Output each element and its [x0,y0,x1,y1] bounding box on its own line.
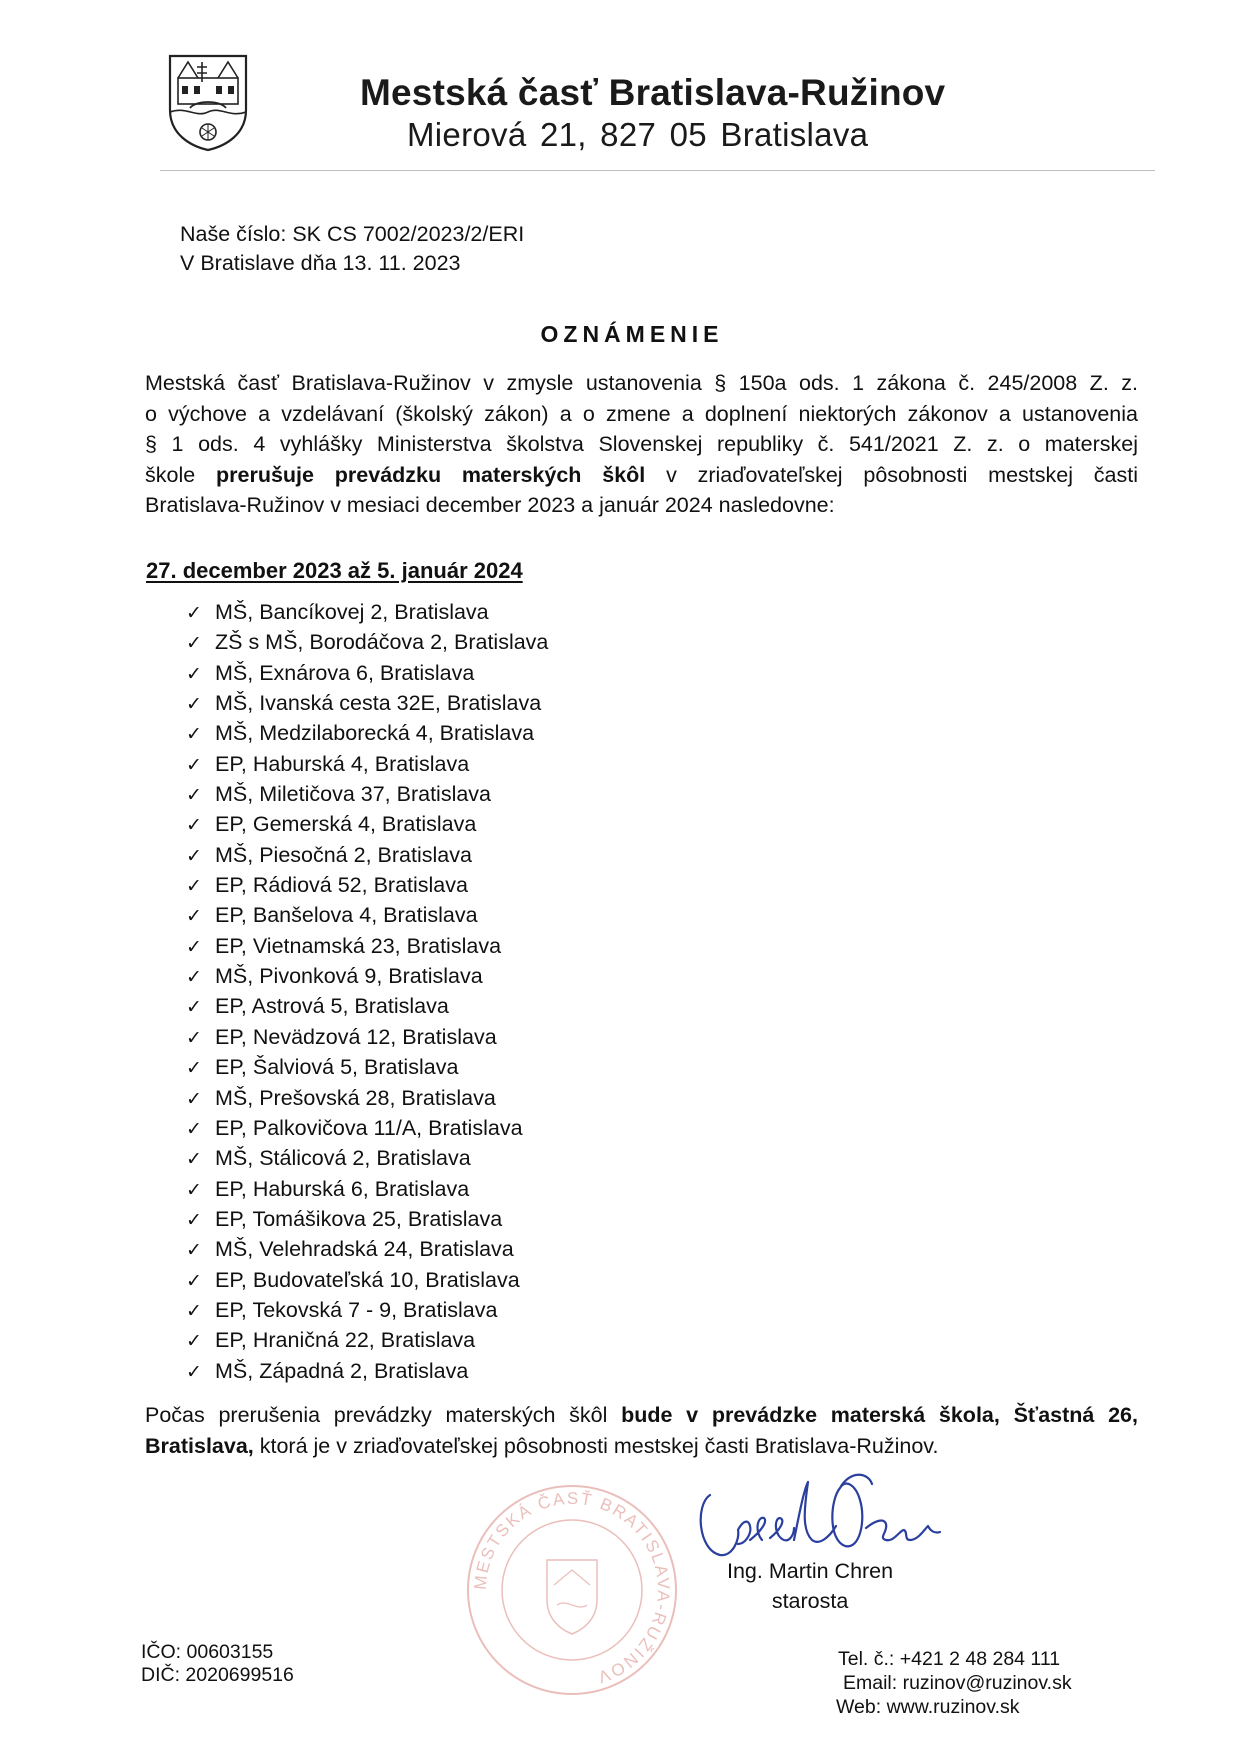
school-list-item [186,1265,548,1295]
footer-web[interactable]: Web: www.ruzinov.sk [836,1696,1020,1718]
intro-paragraph [145,368,1138,521]
checkmark-icon: ✓ [186,662,202,685]
school-list-item [186,688,548,718]
checkmark-icon: ✓ [186,693,202,716]
intro-line: § 1 ods. 4 vyhlášky Ministerstva školstva Slovenskej republiky č. 541/2021 Z. z. o materskej [145,432,1138,456]
school-list-item [186,1295,548,1325]
school-name: EP, Hraničná 22, Bratislava [215,1328,476,1353]
closing-line [145,1431,1138,1462]
intro-line [145,460,1138,491]
school-name: EP, Tekovská 7 - 9, Bratislava [215,1297,498,1322]
intro-emphasis: prerušuje prevádzku materských škôl [216,462,646,487]
checkmark-icon: ✓ [186,1026,202,1049]
signer-block [727,1556,893,1616]
school-name: EP, Gemerská 4, Bratislava [215,812,477,837]
checkmark-icon: ✓ [186,632,202,655]
stamp-text: MESTSKÁ ČASŤ BRATISLAVA-RUŽINOV [470,1488,674,1688]
checkmark-icon: ✓ [186,1148,202,1171]
school-list-item [186,597,548,627]
school-name: EP, Šalviová 5, Bratislava [215,1055,459,1080]
school-list-item [186,749,548,779]
closing-emphasis: bude v prevádzke materská škola, Šťastná 26, [621,1403,1138,1427]
svg-text:MESTSKÁ ČASŤ BRATISLAVA-RUŽINO [471,1489,674,1687]
intro-line: Bratislava-Ružinov v mesiaci december 2023 a január 2024 nasledovne: [145,493,835,517]
school-list-item [186,1325,548,1355]
footer-dic: DIČ: 2020699516 [141,1664,294,1686]
school-name: MŠ, Západná 2, Bratislava [215,1358,469,1383]
school-list-item [186,1234,548,1264]
header-divider [160,170,1155,171]
checkmark-icon: ✓ [186,996,202,1019]
footer-ids [141,1641,294,1687]
checkmark-icon: ✓ [186,723,202,746]
intro-text: škole [145,462,216,487]
school-list-item [186,1204,548,1234]
school-list-item [186,809,548,839]
school-list [186,597,548,1386]
checkmark-icon: ✓ [186,784,202,807]
closure-period-title: 27. december 2023 až 5. január 2024 [146,558,523,583]
school-list-item [186,658,548,688]
closing-emphasis: Bratislava, [145,1433,254,1458]
checkmark-icon: ✓ [186,1299,202,1322]
school-name: EP, Budovateľská 10, Bratislava [215,1267,520,1292]
school-name: MŠ, Bancíkovej 2, Bratislava [215,600,489,624]
signer-name: Ing. Martin Chren [727,1559,894,1583]
school-list-item [186,931,548,961]
checkmark-icon: ✓ [186,966,202,989]
school-name: EP, Rádiová 52, Bratislava [215,873,468,898]
footer-email[interactable]: Email: ruzinov@ruzinov.sk [843,1672,1072,1694]
footer-ico: IČO: 00603155 [141,1641,274,1663]
place-and-date: V Bratislave dňa 13. 11. 2023 [180,251,461,275]
intro-line: Mestská časť Bratislava-Ružinov v zmysle ustanovenia § 150a ods. 1 zákona č. 245/2008 Z. z. [145,371,1138,395]
school-list-item [186,1174,548,1204]
reference-block [180,220,524,278]
document-heading: OZNÁMENIE [540,321,724,347]
school-name: EP, Haburská 4, Bratislava [215,751,470,776]
checkmark-icon: ✓ [186,1117,202,1140]
school-name: MŠ, Piesočná 2, Bratislava [215,842,472,867]
school-list-item [186,718,548,748]
school-list-item [186,870,548,900]
checkmark-icon: ✓ [186,1178,202,1201]
footer-contacts [838,1647,1072,1719]
footer-phone: Tel. č.: +421 2 48 284 111 [838,1648,1061,1670]
checkmark-icon: ✓ [186,1239,202,1262]
school-list-item [186,840,548,870]
checkmark-icon: ✓ [186,753,202,776]
reference-number: Naše číslo: SK CS 7002/2023/2/ERI [180,222,525,246]
closing-line [145,1400,1138,1431]
school-list-item [186,627,548,657]
handwritten-signature [690,1460,950,1570]
coat-of-arms-icon [166,52,250,152]
checkmark-icon: ✓ [186,905,202,928]
school-name: EP, Nevädzová 12, Bratislava [215,1024,497,1049]
office-address: Mierová 21, 827 05 Bratislava [407,116,869,153]
school-list-item [186,900,548,930]
school-name: EP, Astrová 5, Bratislava [215,994,449,1019]
school-list-item [186,991,548,1021]
school-name: ZŠ s MŠ, Borodáčova 2, Bratislava [215,630,549,655]
intro-line: o výchove a vzdelávaní (školský zákon) a o zmene a doplnení niektorých zákonov a ustanovenia [145,401,1138,426]
checkmark-icon: ✓ [186,1269,202,1292]
school-name: MŠ, Pivonková 9, Bratislava [215,964,483,989]
school-name: MŠ, Exnárova 6, Bratislava [215,660,475,685]
school-name: EP, Haburská 6, Bratislava [215,1176,470,1201]
school-list-item [186,1356,548,1386]
school-name: MŠ, Miletičova 37, Bratislava [215,782,492,807]
school-name: MŠ, Velehradská 24, Bratislava [215,1237,514,1262]
closing-text: Počas prerušenia prevádzky materských škôl [145,1403,622,1427]
checkmark-icon: ✓ [186,1057,202,1080]
intro-text: v zriaďovateľskej pôsobnosti mestskej časti [645,462,1138,487]
school-name: MŠ, Ivanská cesta 32E, Bratislava [215,691,542,716]
school-name: MŠ, Stálicová 2, Bratislava [215,1146,471,1171]
school-name: EP, Tomášikova 25, Bratislava [215,1206,503,1231]
checkmark-icon: ✓ [186,935,202,958]
school-list-item [186,1052,548,1082]
office-name: Mestská časť Bratislava-Ružinov [360,72,946,113]
official-stamp [462,1480,682,1700]
checkmark-icon: ✓ [186,1087,202,1110]
school-name: MŠ, Prešovská 28, Bratislava [215,1085,496,1110]
signer-role: starosta [771,1589,849,1613]
checkmark-icon: ✓ [186,844,202,867]
closing-paragraph [145,1400,1138,1461]
school-list-item [186,1113,548,1143]
school-list-item [186,961,548,991]
school-list-item [186,1083,548,1113]
closing-text: ktorá je v zriaďovateľskej pôsobnosti mestskej časti Bratislava-Ružinov. [253,1433,939,1458]
school-name: EP, Banšelova 4, Bratislava [215,903,478,928]
school-list-item [186,779,548,809]
checkmark-icon: ✓ [186,602,202,624]
checkmark-icon: ✓ [186,875,202,898]
school-name: EP, Vietnamská 23, Bratislava [215,933,502,958]
school-name: MŠ, Medzilaborecká 4, Bratislava [215,721,535,746]
school-name: EP, Palkovičova 11/A, Bratislava [215,1115,523,1140]
checkmark-icon: ✓ [186,1360,202,1383]
school-list-item [186,1022,548,1052]
checkmark-icon: ✓ [186,1330,202,1353]
checkmark-icon: ✓ [186,814,202,837]
school-list-item [186,1143,548,1173]
checkmark-icon: ✓ [186,1208,202,1231]
